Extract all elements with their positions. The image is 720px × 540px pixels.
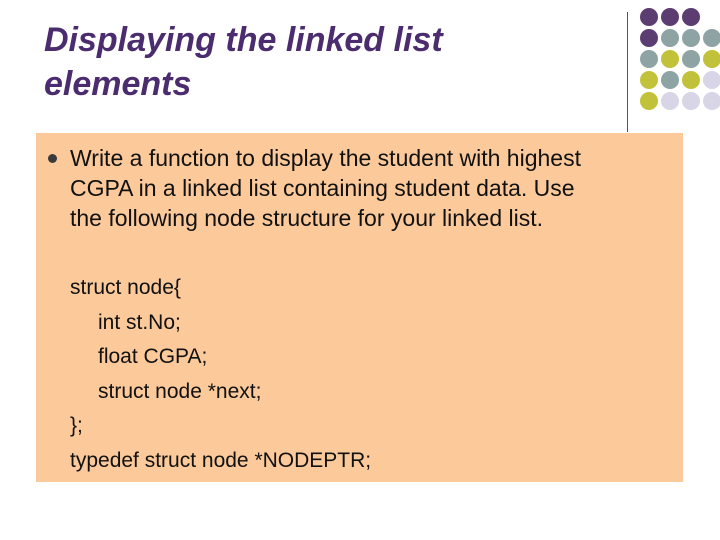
decorative-dot	[703, 92, 720, 110]
decorative-dot	[661, 92, 679, 110]
code-line: struct node *next;	[98, 379, 262, 403]
decorative-dot	[661, 8, 679, 26]
code-block	[70, 271, 670, 478]
decorative-dot	[661, 50, 679, 68]
code-line: };	[70, 414, 83, 437]
code-line: typedef struct node *NODEPTR;	[70, 448, 372, 472]
decorative-dot	[640, 50, 658, 68]
decorative-dot	[682, 71, 700, 89]
decorative-dot	[682, 8, 700, 26]
decorative-dot	[640, 92, 658, 110]
decorative-dot-grid	[640, 8, 720, 118]
content-box	[36, 133, 683, 482]
bullet-line: Write a function to display the student with highest	[70, 145, 581, 171]
slide-title	[44, 18, 604, 106]
decorative-dot	[703, 29, 720, 47]
decorative-dot	[640, 71, 658, 89]
decorative-dot	[640, 29, 658, 47]
decorative-dot	[682, 50, 700, 68]
decorative-dot	[682, 92, 700, 110]
title-divider	[627, 12, 628, 132]
decorative-dot	[661, 71, 679, 89]
decorative-dot	[682, 29, 700, 47]
slide-title-line: elements	[44, 65, 192, 103]
decorative-dot	[703, 50, 720, 68]
decorative-dot	[661, 29, 679, 47]
bullet-line: the following node structure for your linked list.	[70, 205, 544, 231]
code-line: struct node{	[70, 276, 181, 299]
decorative-dot	[640, 8, 658, 26]
code-line: int st.No;	[98, 310, 181, 334]
decorative-dot	[703, 71, 720, 89]
bullet-icon	[48, 154, 57, 163]
code-line: float CGPA;	[98, 345, 208, 368]
bullet-paragraph	[70, 143, 670, 233]
bullet-line: CGPA in a linked list containing student data. Use	[70, 175, 575, 201]
slide-title-line: Displaying the linked list	[44, 21, 443, 59]
